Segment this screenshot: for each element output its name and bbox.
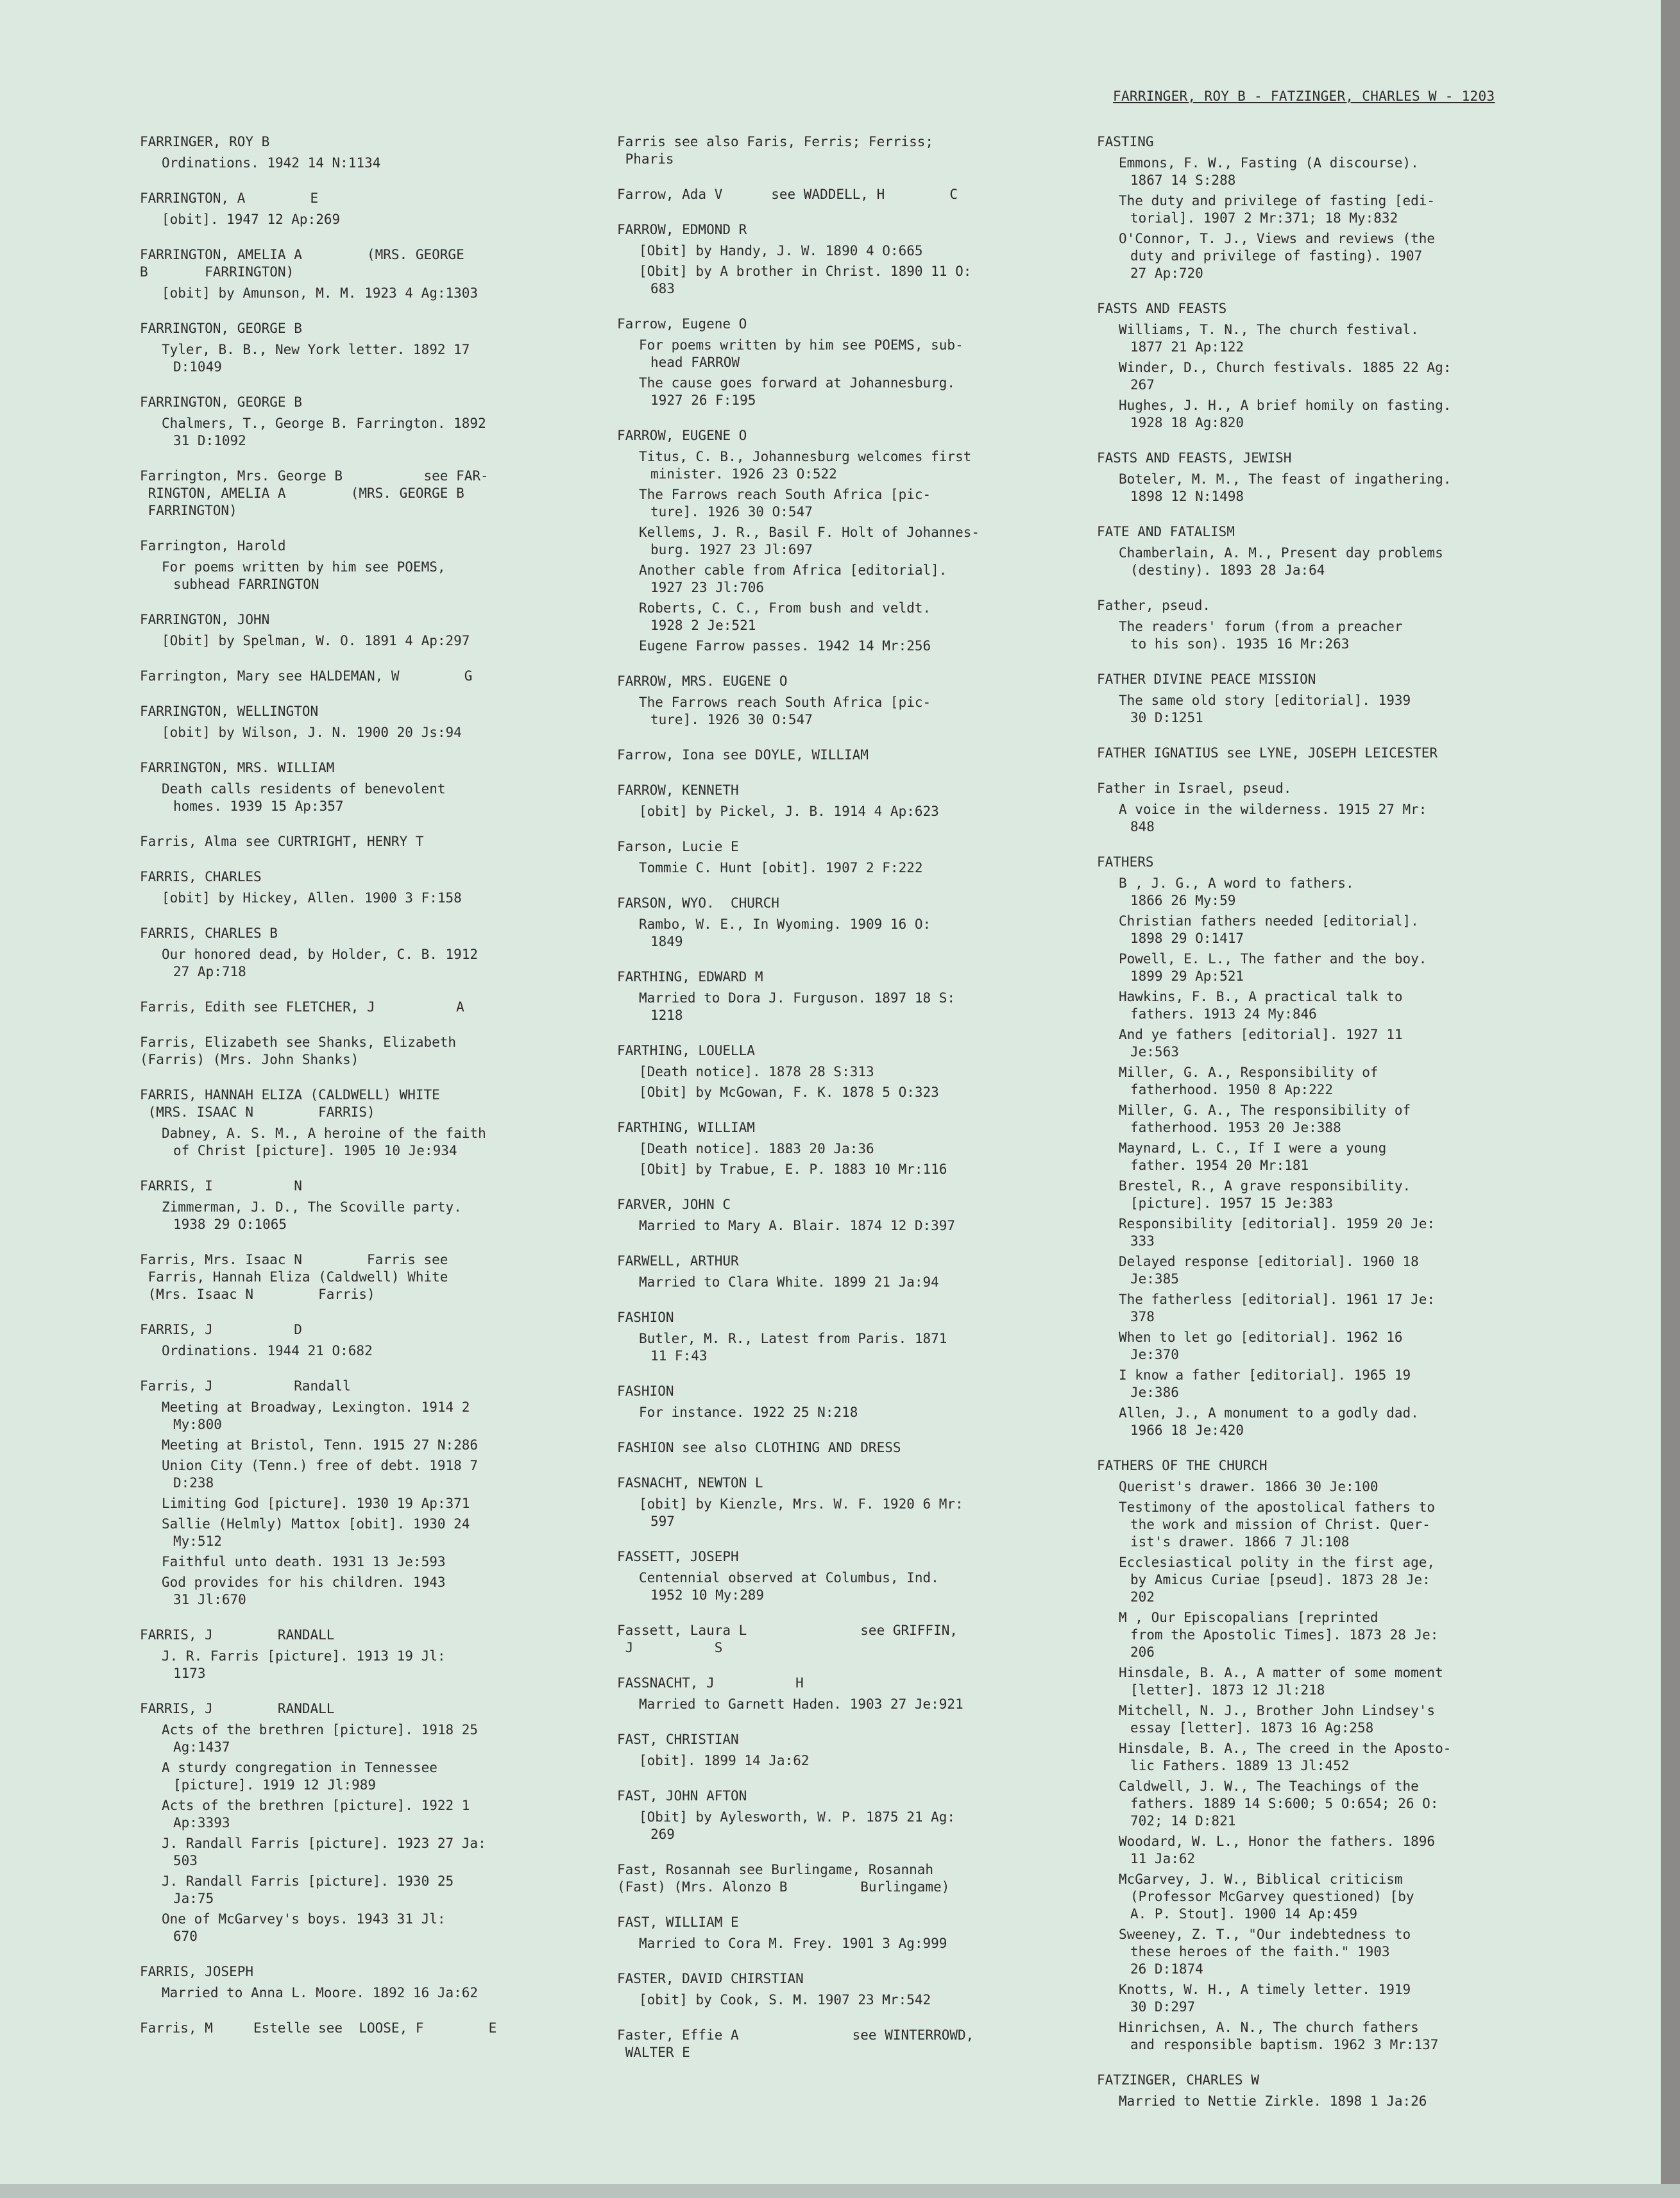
entry-heading: FARWELL, ARTHUR bbox=[617, 1253, 739, 1269]
entry-heading: FARRINGTON, AMELIA A (MRS. GEORGE B FARRINGTON) bbox=[140, 247, 464, 280]
index-entry bbox=[617, 1383, 1060, 1421]
index-entry bbox=[140, 1321, 579, 1360]
entry-heading: FASHION see also CLOTHING AND DRESS bbox=[617, 1440, 901, 1455]
index-entry bbox=[140, 537, 579, 593]
entry-citation: Christian fathers needed [editorial]. 1898 29 O:1417 bbox=[1119, 913, 1419, 946]
index-entry bbox=[140, 668, 579, 685]
index-entry bbox=[617, 968, 1060, 1024]
index-entry bbox=[140, 999, 579, 1016]
entry-heading: Farrington, Harold bbox=[140, 538, 286, 554]
index-entry bbox=[140, 611, 579, 650]
entry-citation: Rambo, W. E., In Wyoming. 1909 16 O: 1849 bbox=[639, 917, 931, 949]
entry-citation: I know a father [editorial]. 1965 19 Je:386 bbox=[1119, 1367, 1411, 1400]
entry-heading: FARRINGTON, A E bbox=[140, 190, 319, 206]
entry-citation: Sweeney, Z. T., "Our indebtedness to these heroes of the faith." 1903 26 D:1874 bbox=[1119, 1927, 1411, 1977]
entry-citation: Titus, C. B., Johannesburg welcomes first minister. 1926 23 O:522 bbox=[639, 449, 972, 482]
entry-citation: [Death notice]. 1878 28 S:313 bbox=[639, 1064, 874, 1079]
entry-heading: FATHER DIVINE PEACE MISSION bbox=[1097, 672, 1316, 687]
entry-citation: Married to Garnett Haden. 1903 27 Je:921 bbox=[639, 1696, 963, 1712]
entry-citation: Acts of the brethren [picture]. 1922 1 Ap:3393 bbox=[162, 1798, 470, 1830]
index-entry bbox=[140, 1378, 579, 1609]
entry-heading: Farrow, Eugene O bbox=[617, 316, 747, 332]
entry-citation: J. Randall Farris [picture]. 1923 27 Ja: 503 bbox=[162, 1836, 486, 1868]
entry-citation: Emmons, F. W., Fasting (A discourse). 1867 14 S:288 bbox=[1119, 155, 1419, 188]
entry-citation: Centennial observed at Columbus, Ind. 1952 10 My:289 bbox=[639, 1570, 939, 1603]
index-entry bbox=[140, 2020, 579, 2037]
index-entry bbox=[140, 759, 579, 815]
entry-heading: FATZINGER, CHARLES W bbox=[1097, 2072, 1259, 2088]
entry-heading: Farson, Lucie E bbox=[617, 839, 739, 854]
entry-citation: Tommie C. Hunt [obit]. 1907 2 F:222 bbox=[639, 860, 923, 875]
entry-citation: For poems written by him see POEMS, subhead FARRINGTON bbox=[162, 559, 446, 592]
entry-citation: For instance. 1922 25 N:218 bbox=[639, 1405, 858, 1420]
entry-heading: FARRIS, J RANDALL bbox=[140, 1627, 335, 1643]
entry-citation: Our honored dead, by Holder, C. B. 1912 27 Ap:718 bbox=[162, 947, 479, 979]
index-entry bbox=[617, 316, 1060, 409]
entry-citation: [obit] by Wilson, J. N. 1900 20 Js:94 bbox=[162, 725, 462, 740]
entry-heading: Farris, J Randall bbox=[140, 1378, 351, 1394]
entry-citation: Woodard, W. L., Honor the fathers. 1896 11 Ja:62 bbox=[1119, 1834, 1436, 1866]
entry-citation: Ecclesiastical polity in the first age, by Amicus Curiae [pseud]. 1873 28 Je: 202 bbox=[1119, 1555, 1436, 1605]
entry-citation: [Death notice]. 1883 20 Ja:36 bbox=[639, 1141, 874, 1156]
entry-heading: FARRINGTON, GEORGE B bbox=[140, 394, 302, 410]
entry-citation: Eugene Farrow passes. 1942 14 Mr:256 bbox=[639, 638, 931, 654]
entry-heading: FARRINGTON, GEORGE B bbox=[140, 321, 302, 336]
entry-citation: Brestel, R., A grave responsibility. [picture]. 1957 15 Je:383 bbox=[1119, 1178, 1411, 1211]
entry-citation: Kellems, J. R., Basil F. Holt of Johannes- burg. 1927 23 Jl:697 bbox=[639, 525, 980, 557]
entry-heading: FARROW, EDMOND R bbox=[617, 222, 747, 237]
index-entry bbox=[1097, 450, 1540, 505]
entry-heading: FARTHING, EDWARD M bbox=[617, 969, 763, 985]
entry-citation: Hinsdale, B. A., A matter of some moment [letter]. 1873 12 Jl:218 bbox=[1119, 1665, 1443, 1698]
entry-citation: Responsibility [editorial]. 1959 20 Je: 333 bbox=[1119, 1216, 1436, 1249]
index-entry bbox=[617, 1675, 1060, 1713]
entry-citation: B , J. G., A word to fathers. 1866 26 My:59 bbox=[1119, 875, 1354, 908]
entry-heading: FARRIS, HANNAH ELIZA (CALDWELL) WHITE (MRS. ISAAC N FARRIS) bbox=[140, 1087, 440, 1120]
entry-citation: Querist's drawer. 1866 30 Je:100 bbox=[1119, 1479, 1379, 1494]
index-entry bbox=[617, 1253, 1060, 1291]
index-entry bbox=[617, 1548, 1060, 1604]
entry-heading: FASTING bbox=[1097, 134, 1154, 149]
index-entry bbox=[140, 394, 579, 450]
entry-citation: Williams, T. N., The church festival. 1877 21 Ap:122 bbox=[1119, 322, 1419, 355]
entry-citation: J. R. Farris [picture]. 1913 19 Jl: 1173 bbox=[162, 1648, 446, 1681]
entry-citation: Caldwell, J. W., The Teachings of the fathers. 1889 14 S:600; 5 O:654; 26 O: 702; 14 D:821 bbox=[1119, 1779, 1439, 1829]
entry-citation: Roberts, C. C., From bush and veldt. 1928 2 Je:521 bbox=[639, 600, 931, 633]
entry-heading: FARRINGTON, MRS. WILLIAM bbox=[140, 760, 335, 775]
entry-citation: [obit]. 1947 12 Ap:269 bbox=[162, 212, 341, 227]
entry-citation: Butler, M. R., Latest from Paris. 1871 11 F:43 bbox=[639, 1331, 947, 1364]
index-entry bbox=[617, 2027, 1060, 2061]
entry-heading: FARRIS, JOSEPH bbox=[140, 1964, 254, 1979]
index-entry bbox=[140, 1700, 579, 1945]
index-entry bbox=[140, 190, 579, 228]
entry-citation: [Obit] by A brother in Christ. 1890 11 O: 683 bbox=[639, 264, 972, 296]
entry-citation: Dabney, A. S. M., A heroine of the faith of Christ [picture]. 1905 10 Je:934 bbox=[162, 1126, 486, 1158]
scan-edge bbox=[1661, 0, 1680, 2198]
entry-heading: FARRINGER, ROY B bbox=[140, 134, 270, 149]
entry-citation: [Obit] by Handy, J. W. 1890 4 O:665 bbox=[639, 243, 923, 258]
entry-heading: FAST, CHRISTIAN bbox=[617, 1732, 739, 1747]
entry-citation: A sturdy congregation in Tennessee [picture]. 1919 12 Jl:989 bbox=[162, 1760, 437, 1793]
index-entry bbox=[140, 1034, 579, 1069]
entry-citation: Ordinations. 1942 14 N:1134 bbox=[162, 155, 381, 171]
entry-heading: Fassett, Laura L see GRIFFIN, J S bbox=[617, 1623, 958, 1655]
entry-heading: FARROW, KENNETH bbox=[617, 782, 739, 798]
index-entry bbox=[1097, 597, 1540, 653]
scan-bottom-edge bbox=[0, 2184, 1680, 2198]
index-entry bbox=[140, 1627, 579, 1682]
entry-citation: Mitchell, N. J., Brother John Lindsey's essay [letter]. 1873 16 Ag:258 bbox=[1119, 1703, 1436, 1736]
entry-citation: Married to Cora M. Frey. 1901 3 Ag:999 bbox=[639, 1936, 947, 1951]
entry-citation: Allen, J., A monument to a godly dad. 1966 18 Je:420 bbox=[1119, 1405, 1419, 1438]
entry-citation: Delayed response [editorial]. 1960 18 Je:385 bbox=[1119, 1254, 1419, 1287]
entry-heading: Farrington, Mary see HALDEMAN, W G bbox=[140, 668, 473, 684]
entry-citation: Hinrichsen, A. N., The church fathers and responsible baptism. 1962 3 Mr:137 bbox=[1119, 2020, 1439, 2052]
entry-citation: Sallie (Helmly) Mattox [obit]. 1930 24 My:512 bbox=[162, 1516, 470, 1549]
entry-citation: Miller, G. A., The responsibility of fatherhood. 1953 20 Je:388 bbox=[1119, 1103, 1411, 1135]
entry-heading: Fast, Rosannah see Burlingame, Rosannah (Fast) (Mrs. Alonzo B Burlingame) bbox=[617, 1862, 950, 1895]
index-entry bbox=[1097, 2072, 1540, 2110]
entry-citation: Powell, E. L., The father and the boy. 1899 29 Ap:521 bbox=[1119, 951, 1427, 984]
index-entry bbox=[1097, 1457, 1540, 2054]
entry-heading: FARTHING, WILLIAM bbox=[617, 1120, 755, 1135]
index-column-2 bbox=[617, 133, 1060, 2141]
entry-citation: The Farrows reach South Africa [pic- ture]. 1926 30 O:547 bbox=[639, 487, 931, 520]
entry-citation: One of McGarvey's boys. 1943 31 Jl: 670 bbox=[162, 1911, 446, 1944]
index-column-1 bbox=[140, 133, 579, 2141]
entry-heading: FASSNACHT, J H bbox=[617, 1675, 804, 1691]
index-entry bbox=[617, 747, 1060, 764]
entry-citation: Knotts, W. H., A timely letter. 1919 30 D:297 bbox=[1119, 1982, 1411, 2015]
entry-heading: FASHION bbox=[617, 1383, 674, 1399]
index-entry bbox=[617, 1196, 1060, 1235]
index-entry bbox=[617, 221, 1060, 298]
entry-citation: Meeting at Broadway, Lexington. 1914 2 My:800 bbox=[162, 1399, 470, 1432]
index-entry bbox=[140, 246, 579, 302]
entry-citation: O'Connor, T. J., Views and reviews (the duty and privilege of fasting). 1907 27 Ap:720 bbox=[1119, 231, 1436, 281]
entry-citation: [obit] by Cook, S. M. 1907 23 Mr:542 bbox=[639, 1992, 931, 2008]
entry-citation: Miller, G. A., Responsibility of fatherhood. 1950 8 Ap:222 bbox=[1119, 1065, 1379, 1097]
entry-heading: FAST, JOHN AFTON bbox=[617, 1788, 747, 1804]
entry-citation: Another cable from Africa [editorial]. 1927 23 Jl:706 bbox=[639, 562, 947, 595]
entry-heading: FARROW, MRS. EUGENE O bbox=[617, 673, 788, 689]
entry-heading: Farris, Mrs. Isaac N Farris see Farris, Hannah Eliza (Caldwell) White (Mrs. Isaac N Farris) bbox=[140, 1252, 448, 1302]
index-entry bbox=[617, 1309, 1060, 1365]
index-entry bbox=[617, 1914, 1060, 1952]
entry-citation: [obit]. 1899 14 Ja:62 bbox=[639, 1753, 810, 1768]
entry-citation: Meeting at Bristol, Tenn. 1915 27 N:286 bbox=[162, 1437, 479, 1453]
index-entry bbox=[140, 1251, 579, 1303]
index-entry bbox=[617, 186, 1060, 203]
entry-heading: FATE AND FATALISM bbox=[1097, 524, 1235, 539]
entry-citation: The readers' forum (from a preacher to his son). 1935 16 Mr:263 bbox=[1119, 619, 1403, 652]
index-entry bbox=[1097, 133, 1540, 282]
index-entry bbox=[140, 1178, 579, 1233]
entry-heading: Farris, Elizabeth see Shanks, Elizabeth (Farris) (Mrs. John Shanks) bbox=[140, 1035, 457, 1067]
entry-citation: J. Randall Farris [picture]. 1930 25 Ja:75 bbox=[162, 1873, 454, 1906]
entry-heading: Faster, Effie A see WINTERROWD, WALTER E bbox=[617, 2027, 974, 2060]
index-entry bbox=[1097, 780, 1540, 836]
entry-citation: Married to Mary A. Blair. 1874 12 D:397 bbox=[639, 1218, 956, 1233]
entry-citation: The duty and privilege of fasting [edi- torial]. 1907 2 Mr:371; 18 My:832 bbox=[1119, 193, 1436, 226]
entry-citation: Married to Dora J. Furguson. 1897 18 S: 1218 bbox=[639, 990, 956, 1023]
entry-citation: The same old story [editorial]. 1939 30 D:1251 bbox=[1119, 693, 1411, 725]
entry-heading: Farrow, Ada V see WADDELL, H C bbox=[617, 187, 958, 202]
entry-citation: [obit] by Kienzle, Mrs. W. F. 1920 6 Mr: 597 bbox=[639, 1496, 963, 1529]
entry-heading: Farris, Edith see FLETCHER, J A bbox=[140, 999, 464, 1015]
entry-citation: The cause goes forward at Johannesburg. 1927 26 F:195 bbox=[639, 375, 956, 408]
entry-citation: [obit] by Pickel, J. B. 1914 4 Ap:623 bbox=[639, 804, 939, 819]
entry-citation: [obit] by Hickey, Allen. 1900 3 F:158 bbox=[162, 890, 462, 906]
index-entry bbox=[617, 1475, 1060, 1530]
index-entry bbox=[617, 1731, 1060, 1770]
entry-citation: Zimmerman, J. D., The Scoville party. 1938 29 O:1065 bbox=[162, 1199, 462, 1232]
index-entry bbox=[140, 133, 579, 172]
entry-citation: McGarvey, J. W., Biblical criticism (Professor McGarvey questioned) [by A. P. Stout]. 1900 14 Ap:459 bbox=[1119, 1872, 1414, 1922]
entry-citation: Tyler, B. B., New York letter. 1892 17 D:1049 bbox=[162, 342, 470, 375]
index-entry bbox=[1097, 523, 1540, 579]
entry-citation: [Obit] by McGowan, F. K. 1878 5 O:323 bbox=[639, 1085, 939, 1100]
entry-heading: FARRIS, I N bbox=[140, 1178, 302, 1194]
entry-heading: FARRIS, J RANDALL bbox=[140, 1701, 335, 1716]
entry-citation: Testimony of the apostolical fathers to the work and mission of Christ. Quer- ist's drawer. 1866 7 Jl:108 bbox=[1119, 1500, 1436, 1550]
index-entry bbox=[140, 1086, 579, 1160]
entry-citation: Chalmers, T., George B. Farrington. 1892 31 D:1092 bbox=[162, 416, 486, 448]
entry-citation: Boteler, M. M., The feast of ingathering. 1898 12 N:1498 bbox=[1119, 471, 1452, 504]
entry-heading: FAST, WILLIAM E bbox=[617, 1915, 739, 1930]
index-entry bbox=[617, 1042, 1060, 1101]
entry-citation: Married to Clara White. 1899 21 Ja:94 bbox=[639, 1274, 939, 1290]
index-entry bbox=[617, 1119, 1060, 1178]
entry-heading: FARVER, JOHN C bbox=[617, 1197, 731, 1212]
index-entry bbox=[140, 468, 579, 520]
index-entry bbox=[1097, 854, 1540, 1439]
entry-citation: [Obit] by Spelman, W. O. 1891 4 Ap:297 bbox=[162, 633, 470, 648]
entry-heading: FASNACHT, NEWTON L bbox=[617, 1475, 763, 1491]
entry-heading: FARRINGTON, JOHN bbox=[140, 612, 270, 627]
index-entry bbox=[617, 1622, 1060, 1657]
entry-citation: Union City (Tenn.) free of debt. 1918 7 D:238 bbox=[162, 1458, 479, 1491]
entry-heading: FARTHING, LOUELLA bbox=[617, 1043, 755, 1058]
entry-citation: When to let go [editorial]. 1962 16 Je:370 bbox=[1119, 1330, 1403, 1362]
entry-heading: FATHER IGNATIUS see LYNE, JOSEPH LEICESTER bbox=[1097, 745, 1438, 761]
entry-citation: Death calls residents of benevolent homes. 1939 15 Ap:357 bbox=[162, 781, 446, 814]
index-column-3 bbox=[1097, 133, 1540, 2141]
entry-citation: Maynard, L. C., If I were a young father. 1954 20 Mr:181 bbox=[1119, 1140, 1387, 1173]
index-entry bbox=[140, 868, 579, 907]
entry-citation: M , Our Episcopalians [reprinted from the Apostolic Times]. 1873 28 Je: 206 bbox=[1119, 1610, 1439, 1660]
entry-heading: FATHERS bbox=[1097, 854, 1154, 870]
entry-heading: FASSETT, JOSEPH bbox=[617, 1549, 739, 1564]
index-entry bbox=[617, 1970, 1060, 2009]
entry-citation: The Farrows reach South Africa [pic- ture]. 1926 30 O:547 bbox=[639, 695, 931, 727]
entry-citation: Hawkins, F. B., A practical talk to fathers. 1913 24 My:846 bbox=[1119, 989, 1403, 1022]
index-entry bbox=[617, 895, 1060, 951]
entry-citation: [Obit] by Aylesworth, W. P. 1875 21 Ag: 269 bbox=[639, 1809, 956, 1842]
index-entry bbox=[617, 782, 1060, 820]
entry-heading: FARRIS, J D bbox=[140, 1322, 302, 1337]
entry-heading: Farris see also Faris, Ferris; Ferriss; Pharis bbox=[617, 134, 934, 167]
entry-heading: FATHERS OF THE CHURCH bbox=[1097, 1458, 1268, 1473]
entry-citation: Hughes, J. H., A brief homily on fasting. 1928 18 Ag:820 bbox=[1119, 398, 1452, 430]
entry-heading: FARROW, EUGENE O bbox=[617, 428, 747, 443]
index-entry bbox=[140, 703, 579, 741]
entry-citation: [Obit] by Trabue, E. P. 1883 10 Mr:116 bbox=[639, 1162, 947, 1177]
index-entry bbox=[140, 320, 579, 376]
index-entry bbox=[617, 673, 1060, 729]
entry-heading: Farrington, Mrs. George B see FAR- RINGTON, AMELIA A (MRS. GEORGE B FARRINGTON) bbox=[140, 468, 489, 518]
entry-citation: A voice in the wilderness. 1915 27 Mr: 848 bbox=[1119, 802, 1427, 834]
entry-heading: Farris, Alma see CURTRIGHT, HENRY T bbox=[140, 834, 424, 849]
entry-citation: Winder, D., Church festivals. 1885 22 Ag: 267 bbox=[1119, 360, 1452, 393]
entry-citation: Acts of the brethren [picture]. 1918 25 Ag:1437 bbox=[162, 1722, 479, 1755]
index-entry bbox=[140, 925, 579, 981]
index-entry bbox=[617, 1788, 1060, 1843]
entry-citation: Limiting God [picture]. 1930 19 Ap:371 bbox=[162, 1496, 470, 1511]
entry-citation: Faithful unto death. 1931 13 Je:593 bbox=[162, 1554, 446, 1569]
index-entry bbox=[617, 838, 1060, 877]
entry-citation: Hinsdale, B. A., The creed in the Aposto- lic Fathers. 1889 13 Jl:452 bbox=[1119, 1741, 1452, 1773]
entry-citation: Married to Nettie Zirkle. 1898 1 Ja:26 bbox=[1119, 2093, 1427, 2109]
index-entry bbox=[617, 1439, 1060, 1457]
running-head: FARRINGER, ROY B - FATZINGER, CHARLES W - 1203 bbox=[1113, 89, 1495, 104]
index-entry bbox=[1097, 671, 1540, 727]
index-entry bbox=[617, 1861, 1060, 1896]
entry-heading: Father, pseud. bbox=[1097, 598, 1211, 613]
entry-heading: Farris, M Estelle see LOOSE, F E bbox=[140, 2020, 497, 2036]
index-entry bbox=[140, 833, 579, 850]
entry-heading: FARRIS, CHARLES bbox=[140, 869, 262, 884]
entry-citation: God provides for his children. 1943 31 Jl:670 bbox=[162, 1575, 446, 1607]
entry-heading: Farrow, Iona see DOYLE, WILLIAM bbox=[617, 747, 869, 763]
entry-heading: FARRIS, CHARLES B bbox=[140, 926, 278, 941]
entry-citation: The fatherless [editorial]. 1961 17 Je: 378 bbox=[1119, 1292, 1436, 1324]
entry-heading: FASTER, DAVID CHIRSTIAN bbox=[617, 1971, 804, 1986]
entry-citation: Ordinations. 1944 21 O:682 bbox=[162, 1343, 373, 1358]
entry-heading: Father in Israel, pseud. bbox=[1097, 781, 1292, 796]
entry-heading: FASTS AND FEASTS bbox=[1097, 301, 1227, 316]
entry-heading: FASTS AND FEASTS, JEWISH bbox=[1097, 450, 1292, 466]
entry-citation: And ye fathers [editorial]. 1927 11 Je:563 bbox=[1119, 1027, 1403, 1060]
entry-citation: For poems written by him see POEMS, sub- head FARROW bbox=[639, 337, 963, 370]
entry-citation: Married to Anna L. Moore. 1892 16 Ja:62 bbox=[162, 1985, 479, 2000]
index-entry bbox=[617, 427, 1060, 655]
index-entry bbox=[1097, 745, 1540, 762]
index-entry bbox=[140, 1963, 579, 2002]
entry-heading: FASHION bbox=[617, 1310, 674, 1325]
entry-heading: FARRINGTON, WELLINGTON bbox=[140, 704, 319, 719]
index-entry bbox=[617, 133, 1060, 168]
entry-citation: Chamberlain, A. M., Present day problems (destiny). 1893 28 Ja:64 bbox=[1119, 545, 1443, 578]
entry-heading: FARSON, WYO. CHURCH bbox=[617, 895, 779, 911]
entry-citation: [obit] by Amunson, M. M. 1923 4 Ag:1303 bbox=[162, 285, 479, 301]
index-entry bbox=[1097, 300, 1540, 432]
